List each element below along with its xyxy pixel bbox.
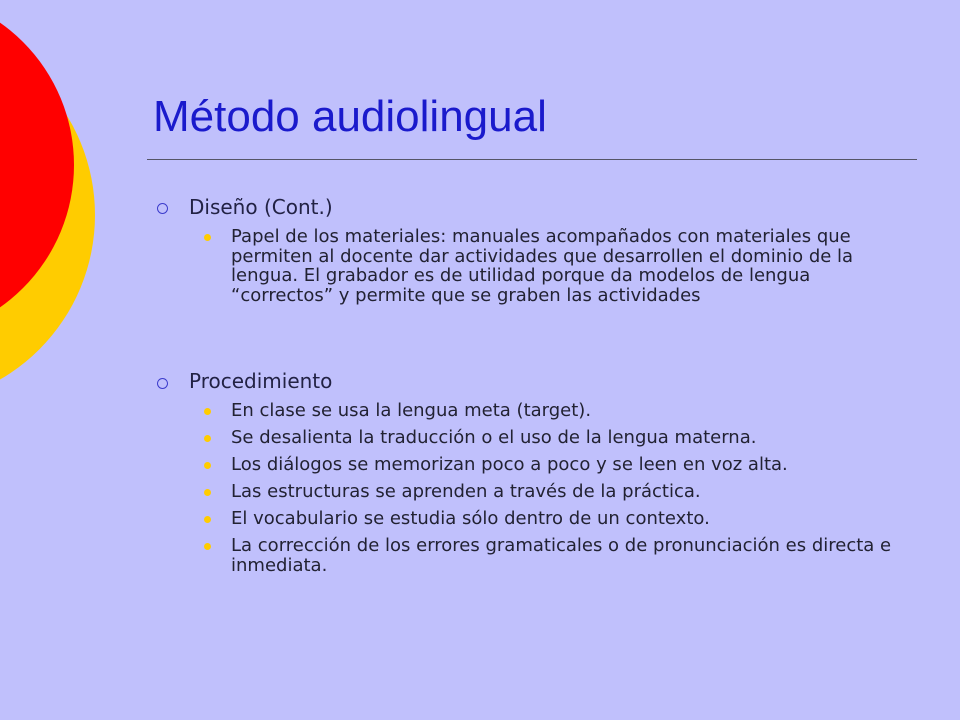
- bullet-list: [231, 401, 911, 583]
- list-item-text: La corrección de los errores gramaticales o de pronunciación es directa e inmediata.: [231, 535, 892, 576]
- section-heading: Procedimiento: [189, 369, 333, 393]
- list-item: [231, 509, 911, 529]
- list-item-text: El vocabulario se estudia sólo dentro de un contexto.: [231, 508, 710, 529]
- list-item: [231, 401, 911, 421]
- list-item-text: Papel de los materiales: manuales acompañados con materiales que permiten al docente dar actividades que desarrollen el dominio de la lengua. El grabador es de utilidad porque da modelos de lengua “correctos” y permite que se graben las actividades: [231, 226, 854, 306]
- ring-bullet-icon: [157, 203, 168, 214]
- title-divider: [147, 159, 917, 160]
- list-item-text: Se desalienta la traducción o el uso de la lengua materna.: [231, 427, 757, 448]
- list-item-text: Los diálogos se memorizan poco a poco y se leen en voz alta.: [231, 454, 788, 475]
- list-item: [231, 536, 911, 575]
- bullet-dot-icon: [204, 462, 211, 469]
- list-item: [231, 482, 911, 502]
- bullet-dot-icon: [204, 435, 211, 442]
- list-item: [231, 455, 911, 475]
- bullet-dot-icon: [204, 516, 211, 523]
- bullet-list: [231, 227, 911, 313]
- list-item: [231, 227, 911, 305]
- list-item-text: En clase se usa la lengua meta (target).: [231, 400, 592, 421]
- bullet-dot-icon: [204, 234, 211, 241]
- section-heading: Diseño (Cont.): [189, 195, 333, 219]
- ring-bullet-icon: [157, 378, 168, 389]
- bullet-dot-icon: [204, 543, 211, 550]
- bullet-dot-icon: [204, 489, 211, 496]
- list-item: [231, 428, 911, 448]
- slide-title: Método audiolingual: [153, 92, 547, 141]
- decorative-circles: [0, 0, 120, 400]
- list-item-text: Las estructuras se aprenden a través de la práctica.: [231, 481, 701, 502]
- bullet-dot-icon: [204, 408, 211, 415]
